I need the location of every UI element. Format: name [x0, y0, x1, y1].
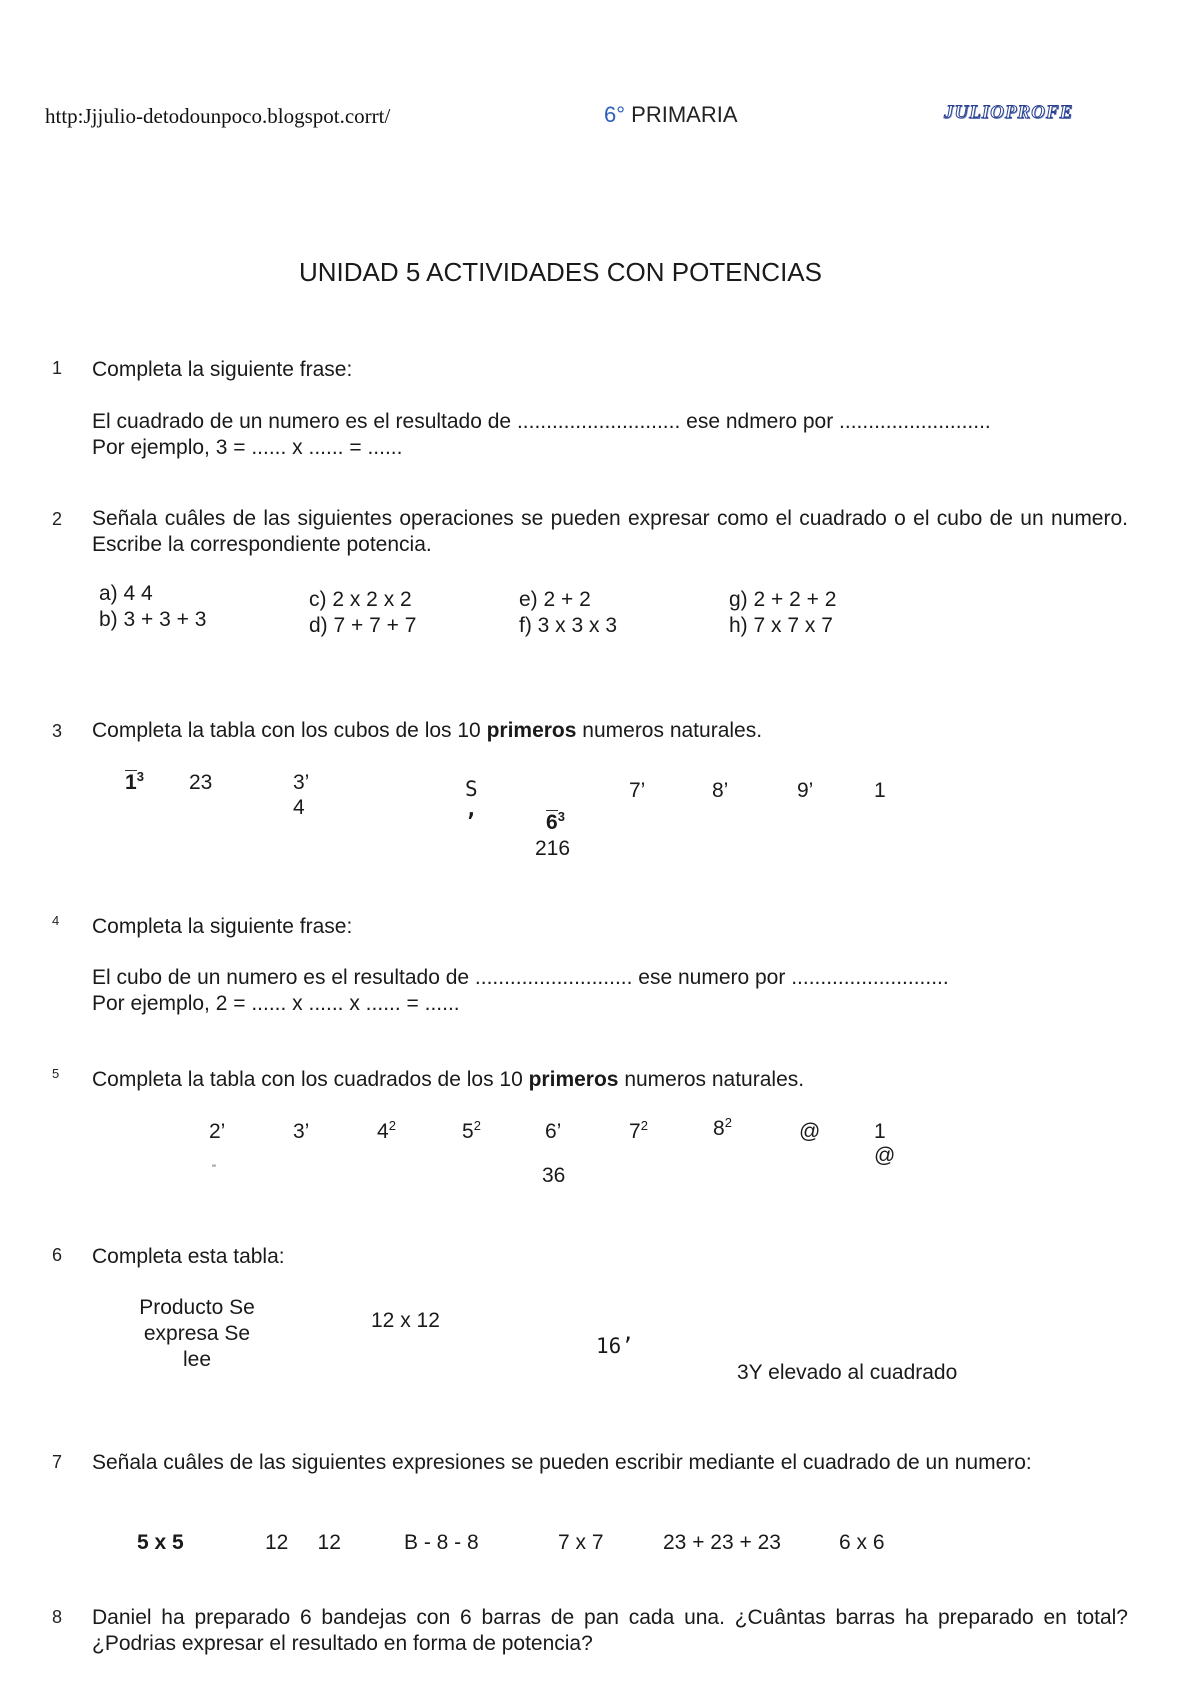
question-3-prompt-bold: primeros	[486, 719, 577, 742]
question-2-options-c-d: c) 2 x 2 x 2 d) 7 + 7 + 7	[309, 588, 417, 637]
cube-cell-6	[546, 810, 565, 836]
square-cell-3-base: 4	[377, 1120, 389, 1143]
julioprofe-logo: JULIOPROFE	[944, 102, 1074, 123]
square-cell-mark: "	[212, 1163, 216, 1175]
square-cell-6-base: 7	[629, 1120, 641, 1143]
grade-number: 6°	[604, 102, 626, 127]
question-5-prompt-start: Completa la tabla con los cuadrados de los 10	[92, 1068, 529, 1091]
question-2-options-a-b: a) 4 4 b) 3 + 3 + 3	[99, 582, 207, 631]
question-2-option-h: h) 7 x 7 x 7	[729, 614, 833, 637]
square-cell-6-exponent: 2	[640, 1118, 648, 1133]
square-cell-4-base: 5	[462, 1120, 474, 1143]
cube-cell-4: 4	[293, 796, 305, 819]
question-3-number: 3	[52, 721, 63, 741]
header-grade	[604, 102, 738, 128]
question-6-number: 6	[52, 1245, 63, 1265]
square-cell-4-exponent: 2	[473, 1118, 481, 1133]
question-2-option-g: g) 2 + 2 + 2	[729, 588, 837, 611]
question-5-prompt	[92, 1067, 804, 1093]
header-url: http:Jjjulio-detodounpoco.blogspot.corrt/	[45, 104, 391, 128]
question-7-option-1: 5 x 5	[137, 1531, 184, 1554]
question-8-prompt: Daniel ha preparado 6 bandejas con 6 barras de pan cada una. ¿Cuântas barras ha preparado en total? ¿Podrias expresar el resultado en forma de potencia?	[92, 1606, 1128, 1655]
question-6-product: 12 x 12	[371, 1309, 440, 1332]
question-2-number: 2	[52, 509, 63, 529]
square-cell-1: 2’	[209, 1120, 226, 1143]
question-5-prompt-bold: primeros	[528, 1068, 619, 1091]
question-1-line-2: Por ejemplo, 3 = ...... x ...... = ......	[92, 436, 403, 459]
cube-cell-1	[125, 770, 144, 796]
question-3-prompt	[92, 718, 762, 744]
question-7-number: 7	[52, 1452, 63, 1472]
square-cell-5: 6’	[545, 1120, 562, 1143]
question-4-line-2: Por ejemplo, 2 = ...... x ...... x ...... = ......	[92, 992, 460, 1015]
square-cell-3-exponent: 2	[388, 1118, 396, 1133]
question-1-line-1: El cuadrado de un numero es el resultado de ............................ ese ndmero por ..........................	[92, 410, 991, 433]
grade-label: PRIMARIA	[631, 102, 738, 127]
question-7-option-2: 12 12	[265, 1531, 341, 1554]
cube-cell-6-value: 216	[535, 837, 571, 860]
question-6-expression: 16’	[596, 1334, 634, 1358]
square-cell-3	[377, 1119, 396, 1145]
cube-cell-2: 23	[189, 771, 213, 794]
cube-cell-1-base: 1	[125, 771, 137, 794]
cube-cell-5: S	[465, 777, 478, 801]
cube-cell-8: 8’	[712, 779, 729, 802]
question-6-reading: 3Y elevado al cuadrado	[737, 1361, 958, 1384]
cube-cell-6-exponent: 3	[557, 809, 565, 824]
cube-cell-1-exponent: 3	[136, 769, 144, 784]
square-cell-10: @	[874, 1144, 896, 1167]
square-cell-4	[462, 1119, 481, 1145]
question-2-option-e: e) 2 + 2	[519, 588, 591, 611]
question-3-prompt-start: Completa la tabla con los cubos de los 10	[92, 719, 487, 742]
question-7-option-4: 7 x 7	[558, 1531, 604, 1554]
cube-cell-6-base: 6	[546, 811, 558, 834]
question-6-row-labels: Producto Se expresa Se lee	[139, 1296, 255, 1371]
question-3-prompt-end: numeros naturales.	[576, 719, 763, 742]
square-cell-9: 1	[874, 1120, 886, 1143]
question-2-option-f: f) 3 x 3 x 3	[519, 614, 618, 637]
question-1-prompt: Completa la siguiente frase:	[92, 358, 353, 381]
question-5-prompt-end: numeros naturales.	[618, 1068, 805, 1091]
question-7-prompt: Señala cuâles de las siguientes expresiones se pueden escribir mediante el cuadrado de un numero:	[92, 1451, 1032, 1474]
question-4-prompt: Completa la siguiente frase:	[92, 915, 353, 938]
question-6-prompt: Completa esta tabla:	[92, 1245, 285, 1268]
question-4-number: 4	[52, 913, 60, 928]
page-title: UNIDAD 5 ACTIVIDADES CON POTENCIAS	[299, 257, 822, 287]
square-cell-7-exponent: 2	[724, 1115, 732, 1130]
question-5-number: 5	[52, 1066, 60, 1081]
square-cell-6	[629, 1119, 648, 1145]
question-4-line-1: El cubo de un numero es el resultado de ........................... ese numero por ...........................	[92, 966, 949, 989]
square-cell-7	[713, 1116, 732, 1142]
cube-cell-9: 9’	[797, 779, 814, 802]
question-2-prompt: Señala cuâles de las siguientes operaciones se pueden expresar como el cuadrado o el cubo de un numero. Escribe la correspondiente potencia.	[92, 507, 1128, 556]
square-cell-8: @	[799, 1120, 821, 1143]
question-1-number: 1	[52, 358, 63, 378]
question-7-option-5: 23 + 23 + 23	[663, 1531, 781, 1554]
square-cell-7-base: 8	[713, 1117, 725, 1140]
square-cell-2: 3’	[293, 1120, 310, 1143]
cube-cell-10: 1	[874, 779, 886, 802]
cube-cell-3: 3’	[293, 771, 310, 794]
question-7-option-3: B - 8 - 8	[404, 1531, 479, 1554]
question-7-option-6: 6 x 6	[839, 1531, 885, 1554]
question-8-number: 8	[52, 1607, 63, 1627]
square-cell-5-value: 36	[542, 1164, 566, 1187]
cube-cell-7: 7’	[629, 779, 646, 802]
cube-cell-5-mark: ,	[465, 797, 478, 821]
